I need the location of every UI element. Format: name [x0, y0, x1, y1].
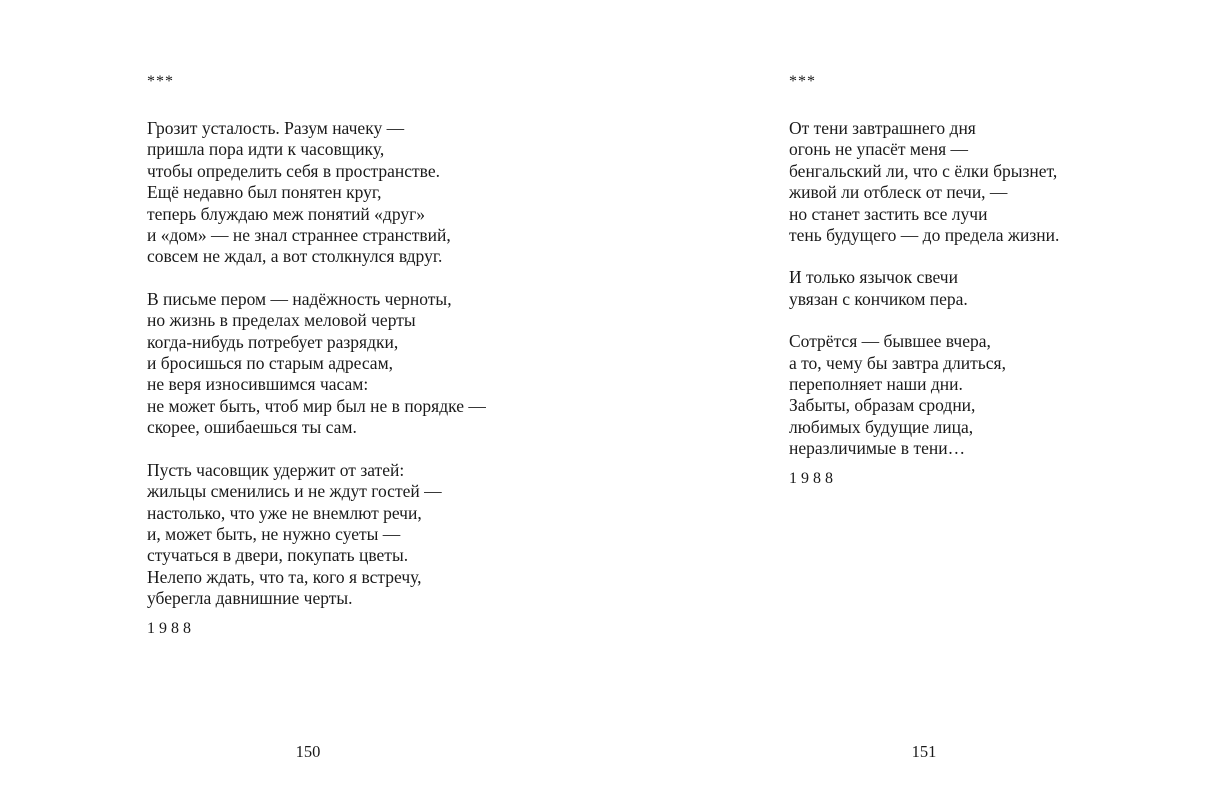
poem-line: но жизнь в пределах меловой черты	[147, 310, 416, 331]
poem-line: когда-нибудь потребует разрядки,	[147, 331, 399, 352]
stanza	[147, 460, 486, 610]
stanza	[789, 267, 1059, 310]
poem-line: любимых будущие лица,	[789, 416, 974, 437]
poem-line: и «дом» — не знал страннее странствий,	[147, 225, 451, 246]
stanza	[147, 118, 486, 268]
poem-line: уберегла давнишние черты.	[147, 588, 353, 609]
poem-line: но станет застить все лучи	[789, 203, 988, 224]
poem-line: неразличимые в тени…	[789, 438, 966, 459]
poem-left	[147, 72, 486, 639]
poem-year: 1988	[147, 619, 195, 637]
poem-line: В письме пером — надёжность черноты,	[147, 288, 452, 309]
poem-line: жильцы сменились и не ждут гостей —	[147, 481, 442, 502]
stanza	[147, 289, 486, 439]
poem-line: теперь блуждаю меж понятий «друг»	[147, 203, 426, 224]
poem-line: не веря износившимся часам:	[147, 374, 369, 395]
page-number: 151	[911, 742, 937, 761]
poem-line: совсем не ждал, а вот столкнулся вдруг.	[147, 246, 443, 267]
poem-line: Грозит усталость. Разум начеку —	[147, 118, 405, 138]
section-mark: ***	[789, 73, 816, 90]
poem-line: Пусть часовщик удержит от затей:	[147, 459, 405, 480]
poem-line: и бросишься по старым адресам,	[147, 353, 394, 374]
poem-line: живой ли отблеск от печи, —	[789, 182, 1008, 203]
poem-line: чтобы определить себя в пространстве.	[147, 160, 440, 181]
poem-line: Нелепо ждать, что та, кого я встречу,	[147, 566, 422, 587]
poem-line: Ещё недавно был понятен круг,	[147, 182, 382, 203]
poem-line: пришла пора идти к часовщику,	[147, 139, 385, 160]
poem-line: а то, чему бы завтра длиться,	[789, 352, 1006, 373]
stanza	[789, 118, 1059, 246]
poem-year: 1988	[789, 469, 837, 487]
poem-line: настолько, что уже не внемлют речи,	[147, 502, 422, 523]
poem-line: скорее, ошибаешься ты сам.	[147, 417, 357, 438]
poem-line: Сотрётся — бывшее вчера,	[789, 331, 991, 352]
poem-line: стучаться в двери, покупать цветы.	[147, 545, 409, 566]
right-page	[615, 0, 1230, 800]
section-mark: ***	[147, 73, 174, 90]
poem-line: переполняет наши дни.	[789, 374, 963, 395]
poem-line: огонь не упасёт меня —	[789, 139, 969, 160]
poem-line: увязан с кончиком пера.	[789, 288, 968, 309]
poem-line: От тени завтрашнего дня	[789, 118, 976, 138]
poem-line: и, может быть, не нужно суеты —	[147, 523, 401, 544]
poem-line: Забыты, образам сродни,	[789, 395, 976, 416]
poem-line: И только язычок свечи	[789, 267, 958, 288]
page-number: 150	[295, 742, 321, 761]
poem-line: тень будущего — до предела жизни.	[789, 225, 1060, 246]
poem-right	[789, 72, 1059, 489]
stanza	[789, 331, 1059, 459]
poem-line: бенгальский ли, что с ёлки брызнет,	[789, 160, 1058, 181]
poem-line: не может быть, чтоб мир был не в порядке —	[147, 395, 486, 416]
